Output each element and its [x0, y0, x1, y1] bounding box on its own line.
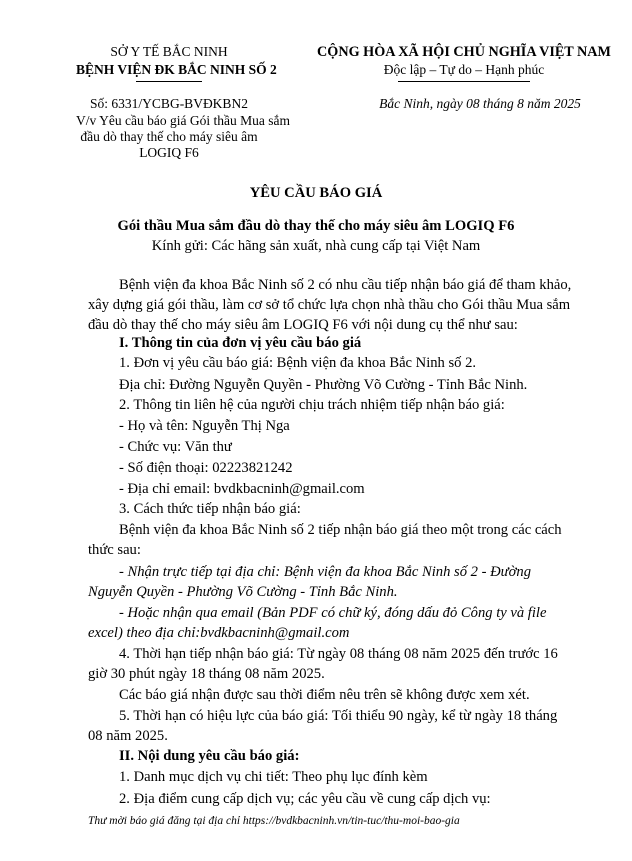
- late-note: Các báo giá nhận được sau thời điểm nêu trên sẽ không được xem xét.: [119, 687, 530, 703]
- subject-line: LOGIQ F6: [139, 145, 199, 160]
- direct-delivery-line: Nguyễn Quyền - Phường Võ Cường - Tỉnh Bắc Ninh.: [88, 584, 398, 600]
- unit-line: 1. Đơn vị yêu cầu báo giá: Bệnh viện đa khoa Bắc Ninh số 2.: [119, 355, 477, 371]
- intro-line: đầu dò thay thế cho máy siêu âm LOGIQ F6 với nội dung cụ thể như sau:: [88, 317, 518, 333]
- method-heading: 3. Cách thức tiếp nhận báo giá:: [119, 501, 301, 517]
- section2-heading: II. Nội dung yêu cầu báo giá:: [119, 748, 300, 764]
- document-title: YÊU CẦU BÁO GIÁ: [249, 185, 383, 201]
- direct-delivery-line: - Nhận trực tiếp tại địa chỉ: Bệnh viện đa khoa Bắc Ninh số 2 - Đường: [119, 564, 531, 580]
- email-delivery-line: excel) theo địa chỉ:bvdkbacninh@gmail.com: [88, 625, 350, 641]
- contact-email: - Địa chỉ email: bvdkbacninh@gmail.com: [119, 481, 365, 497]
- recipient: Kính gửi: Các hãng sản xuất, nhà cung cấp tại Việt Nam: [151, 238, 481, 254]
- subject-line: đầu dò thay thế cho máy siêu âm: [80, 129, 258, 144]
- validity-line: 5. Thời hạn có hiệu lực của báo giá: Tối thiểu 90 ngày, kể từ ngày 18 tháng: [119, 708, 558, 724]
- header-right-underline: [398, 81, 530, 82]
- deadline-line: giờ 30 phút ngày 18 tháng 08 năm 2025.: [88, 666, 325, 682]
- motto: Độc lập – Tự do – Hạnh phúc: [383, 62, 545, 77]
- hospital-name: BỆNH VIỆN ĐK BẮC NINH SỐ 2: [76, 62, 277, 77]
- section2-item: 1. Danh mục dịch vụ chi tiết: Theo phụ lục đính kèm: [119, 769, 428, 785]
- section2-item: 2. Địa điểm cung cấp dịch vụ; các yêu cầu về cung cấp dịch vụ:: [119, 791, 491, 807]
- doc-number: Số: 6331/YCBG-BVĐKBN2: [90, 96, 248, 111]
- validity-line: 08 năm 2025.: [88, 728, 168, 744]
- footer-note: Thư mời báo giá đăng tại địa chỉ https://bvdkbacninh.vn/tin-tuc/thu-moi-bao-gia: [88, 815, 460, 827]
- intro-line: Bệnh viện đa khoa Bắc Ninh số 2 có nhu cầu tiếp nhận báo giá để tham khảo,: [119, 277, 572, 293]
- contact-position: - Chức vụ: Văn thư: [119, 439, 232, 455]
- org-name: SỞ Y TẾ BẮC NINH: [110, 44, 228, 59]
- method-line: Bệnh viện đa khoa Bắc Ninh số 2 tiếp nhận báo giá theo một trong các cách: [119, 522, 562, 538]
- subject-line: V/v Yêu cầu báo giá Gói thầu Mua sắm: [76, 113, 290, 128]
- address-line: Địa chỉ: Đường Nguyễn Quyền - Phường Võ Cường - Tỉnh Bắc Ninh.: [119, 377, 528, 393]
- contact-name: - Họ và tên: Nguyễn Thị Nga: [119, 418, 290, 434]
- email-delivery-line: - Hoặc nhận qua email (Bản PDF có chữ ký, đóng dấu đỏ Công ty và file: [119, 605, 547, 621]
- place-date: Bắc Ninh, ngày 08 tháng 8 năm 2025: [379, 96, 581, 111]
- intro-line: xây dựng giá gói thầu, làm cơ sở tổ chức lựa chọn nhà thầu cho Gói thầu Mua sắm: [88, 297, 571, 313]
- header-left-underline: [136, 81, 202, 82]
- contact-heading: 2. Thông tin liên hệ của người chịu trách nhiệm tiếp nhận báo giá:: [119, 397, 505, 413]
- method-line: thức sau:: [88, 542, 141, 558]
- document-subtitle: Gói thầu Mua sắm đầu dò thay thế cho máy siêu âm LOGIQ F6: [117, 218, 515, 234]
- section1-heading: I. Thông tin của đơn vị yêu cầu báo giá: [119, 335, 362, 351]
- contact-phone: - Số điện thoại: 02223821242: [119, 460, 293, 476]
- deadline-line: 4. Thời hạn tiếp nhận báo giá: Từ ngày 08 tháng 08 năm 2025 đến trước 16: [119, 646, 558, 662]
- nation-title: CỘNG HÒA XÃ HỘI CHỦ NGHĨA VIỆT NAM: [317, 44, 611, 60]
